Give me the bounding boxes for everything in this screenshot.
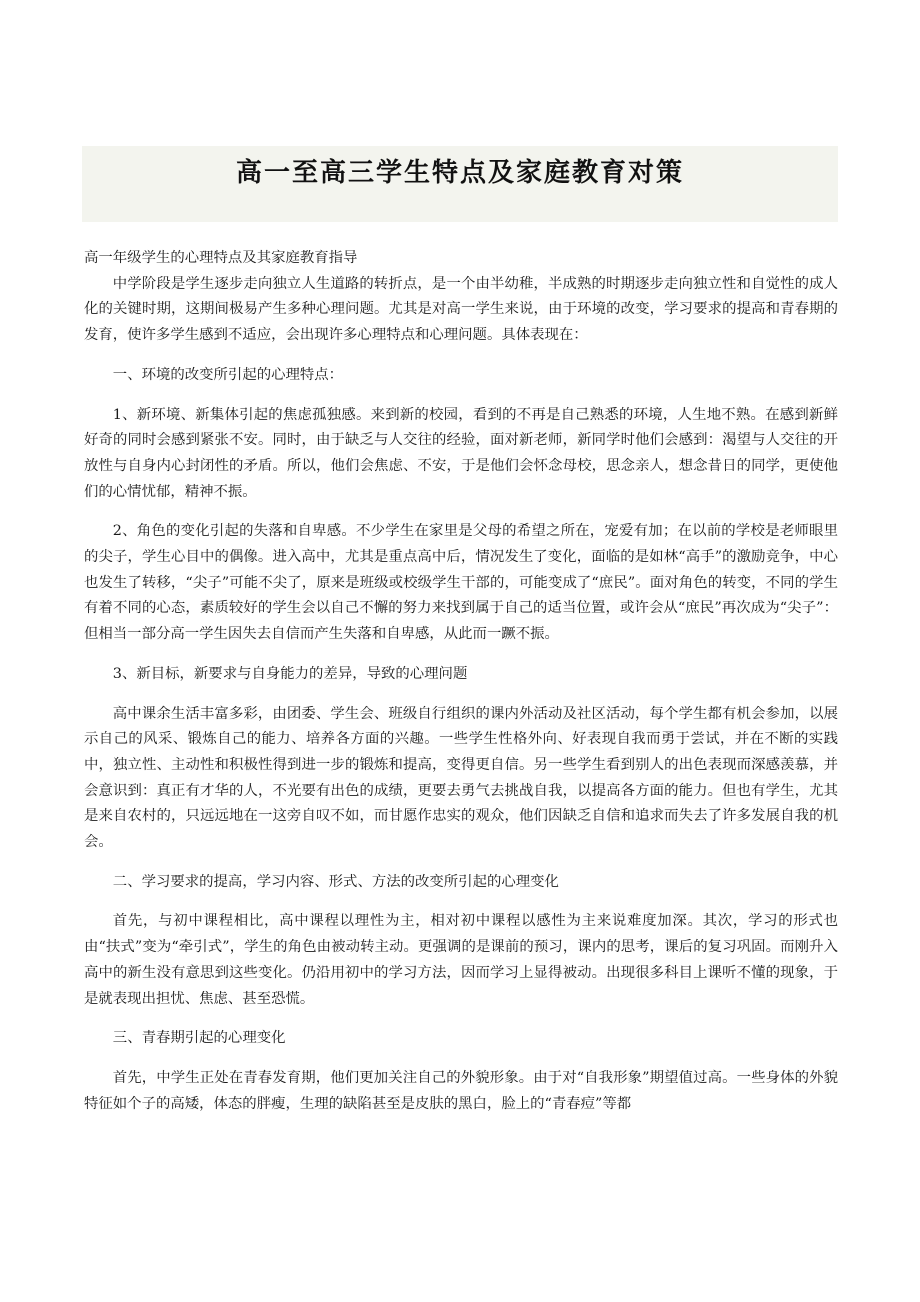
section-heading: 二、学习要求的提高，学习内容、形式、方法的改变所引起的心理变化 (112, 873, 559, 890)
page-title: 高一至高三学生特点及家庭教育对策 (235, 158, 684, 188)
paragraph: 首先，中学生正处在青春发育期，他们更加关注自己的外貌形象。由于对“自我形象”期望值过高。一些身体的外貌特征如个子的高矮，体态的胖瘦，生理的缺陷甚至是皮肤的黑白，脸上的“青春痘”等都 (84, 1069, 838, 1112)
paragraph: 中学阶段是学生逐步走向独立人生道路的转折点，是一个由半幼稚，半成熟的时期逐步走向独立性和自觉性的成人化的关键时期，这期间极易产生多种心理问题。尤其是对高一学生来说，由于环境的改变，学习要求的提高和青春期的发育，使许多学生感到不适应，会出现许多心理特点和心理问题。具体表现在： (84, 275, 838, 344)
paragraph: 2、角色的变化引起的失落和自卑感。不少学生在家里是父母的希望之所在，宠爱有加；在以前的学校是老师眼里的尖子，学生心目中的偶像。进入高中，尤其是重点高中后，情况发生了变化，面临的是如林“高手”的激励竞争，中心也发生了转移，“尖子”可能不尖了，原来是班级或校级学生干部的，可能变成了“庶民”。面对角色的转变，不同的学生有着不同的心态，素质较好的学生会以自己不懈的努力来找到属于自己的适当位置，或许会从“庶民”再次成为“尖子”：但相当一部分高一学生因失去自信而产生失落和自卑感，从此而一蹶不振。 (84, 523, 838, 643)
title-band (82, 146, 838, 222)
section-heading: 三、青春期引起的心理变化 (112, 1030, 286, 1047)
section-heading: 3、新目标，新要求与自身能力的差异，导致的心理问题 (112, 665, 468, 682)
paragraph: 高中课余生活丰富多彩，由团委、学生会、班级自行组织的课内外活动及社区活动，每个学生都有机会参加，以展示自己的风采、锻炼自己的能力、培养各方面的兴趣。一些学生性格外向、好表现自我而勇于尝试，并在不断的实践中，独立性、主动性和积极性得到进一步的锻炼和提高，变得更自信。另一些学生看到别人的出色表现而深感羡慕，并会意识到：真正有才华的人，不光要有出色的成绩，更要去勇气去挑战自我，以提高各方面的能力。但也有学生，尤其是来自农村的，只远远地在一这旁自叹不如，而甘愿作忠实的观众，他们因缺乏自信和追求而失去了许多发展自我的机会。 (84, 705, 838, 851)
paragraph: 1、新环境、新集体引起的焦虑孤独感。来到新的校园，看到的不再是自己熟悉的环境，人生地不熟。在感到新鲜好奇的同时会感到紧张不安。同时，由于缺乏与人交往的经验，面对新老师，新同学时他们会感到：渴望与人交往的开放性与自身内心封闭性的矛盾。所以，他们会焦虑、不安，于是他们会怀念母校，思念亲人，想念昔日的同学，更使他们的心情忧郁，精神不振。 (84, 406, 838, 500)
paragraph: 高一年级学生的心理特点及其家庭教育指导 (84, 250, 358, 266)
section-heading: 一、环境的改变所引起的心理特点： (112, 366, 344, 383)
document-body (84, 246, 838, 1117)
paragraph: 首先，与初中课程相比，高中课程以理性为主，相对初中课程以感性为主来说难度加深。其次，学习的形式也由“扶式”变为“牵引式”，学生的角色由被动转主动。更强调的是课前的预习，课内的思考，课后的复习巩固。而刚升入高中的新生没有意思到这些变化。仍沿用初中的学习方法，因而学习上显得被动。出现很多科目上课听不懂的现象，于是就表现出担忧、焦虑、甚至恐慌。 (84, 913, 838, 1007)
